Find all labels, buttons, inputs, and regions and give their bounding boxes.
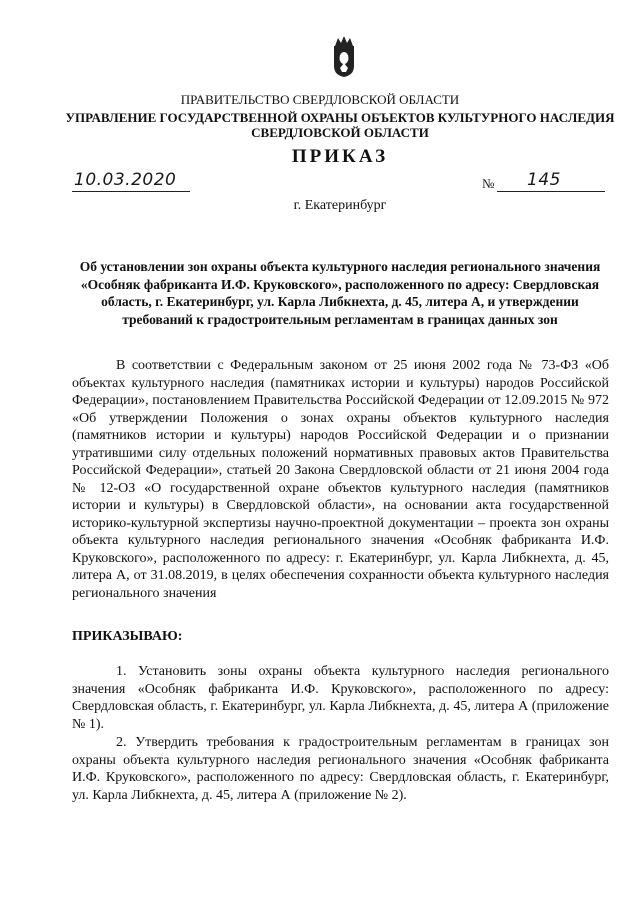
government-name: ПРАВИТЕЛЬСТВО СВЕРДЛОВСКОЙ ОБЛАСТИ: [180, 92, 460, 107]
order-item-1: 1. Установить зоны охраны объекта культурного наследия регионального значения «Особняк фабриканта И.Ф. Круковского», расположенного по адресу: Свердловская область, г. Екатеринбург, ул. Карла Либкнехта, д. 45, литера А (приложение № 1).: [72, 664, 609, 732]
coat-of-arms-icon: [330, 34, 358, 78]
number-line: [497, 171, 605, 192]
number-label: №: [482, 176, 495, 191]
document-number: 145: [527, 170, 561, 190]
document-title: ПРИКАЗ: [291, 146, 389, 167]
order-item-2: 2. Утвердить требования к градостроительным регламентам в границах зон охраны объекта культурного наследия регионального значения «Особняк фабриканта И.Ф. Круковского», расположенного по адресу: Свердловская область, г. Екатеринбург, ул. Карла Либкнехта, д. 45, литера А (приложение № 2).: [72, 735, 609, 803]
preamble-paragraph: В соответствии с Федеральным законом от 25 июня 2002 года № 73-ФЗ «Об объектах культурного наследия (памятниках истории и культуры) народов Российской Федерации», постановлением Правительства Российской Федерации от 12.09.2015 № 972 «Об утверждении Положения о зонах охраны объектов культурного наследия (памятников истории и культуры) народов Российской Федерации и о признании утратившими силу отдельных положений нормативных правовых актов Правительства Российской Федерации», статьей 20 Закона Свердловской области от 21 июня 2004 года № 12-ОЗ «О государственной охране объектов культурного наследия (памятников истории и культуры) в Свердловской области», на основании акта государственной историко-культурной экспертизы научно-проектной документации – проекта зон охраны объекта культурного наследия регионального значения «Особняк фабриканта И.Ф. Круковского», расположенного по адресу: г. Екатеринбург, ул. Карла Либкнехта, д. 45, литера А, от 31.08.2019, в целях обеспечения сохранности объекта культурного наследия регионального значения: [72, 358, 609, 601]
order-heading: ПРИКАЗЫВАЮ:: [72, 629, 183, 644]
city: г. Екатеринбург: [293, 198, 387, 213]
document-subject: Об установлении зон охраны объекта культурного наследия регионального значения «Особняк фабриканта И.Ф. Круковского», расположенного по адресу: Свердловская область, г. Екатеринбург, ул. Карла Либкнехта, д. 45, литера А, и утверждении требований к градостроительным регламентам в границах данных зон: [79, 259, 601, 327]
date-line: [72, 171, 190, 192]
department-name: УПРАВЛЕНИЕ ГОСУДАРСТВЕННОЙ ОХРАНЫ ОБЪЕКТОВ КУЛЬТУРНОГО НАСЛЕДИЯ СВЕРДЛОВСКОЙ ОБЛАСТИ: [65, 110, 615, 140]
document-date: 10.03.2020: [74, 170, 177, 190]
